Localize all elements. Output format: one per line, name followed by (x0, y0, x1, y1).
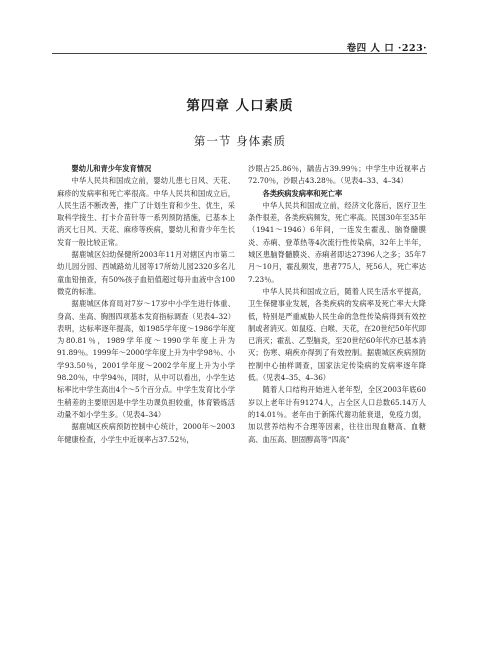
running-header: 卷四 人 口 ·223· (346, 43, 427, 54)
paragraph-continued: 沙眼占25.86％，龋齿占39.99％；中学生中近视率占72.70％，沙眼占43.28％。（见表4–33、4–34） (248, 164, 426, 186)
paragraph: 据鹿城区疾病预防控制中心统计，2000年～2003年健康检查，小学生中近视率占37.52％， (57, 422, 235, 444)
paragraph: 中华人民共和国成立后，随着人民生活水平提高，卫生保健事业发展，各类疾病的发病率及死亡率大大降低，特别是严重威胁人民生命的急性传染病得到有效控制或者消灭。如鼠疫、白喉、天花，在20世纪50年代即已消灭；霍乱、乙型脑炎，至20世纪60年代亦已基本消灭；伤寒、痢疾亦得到了有效控制。据鹿城区疾病预防控制中心抽样调查，国家法定传染病的发病率逐年降低。（见表4–35、4–36） (248, 286, 426, 383)
subheading-disease-rates: 各类疾病发病率和死亡率 (262, 188, 343, 198)
section-title: 第一节 身体素质 (193, 134, 287, 148)
paragraph: 据鹿城区体育局对7岁～17岁中小学生进行体重、身高、坐高、胸围四项基本发育指标调查（见表4–32）表明，达标率逐年提高，如1985学年度～1986学年度为80.81％，1989学年度～1990学年度上升为91.89％。1999年～2000学年度上升为中学98％、小学93.50％，2001学年度～2002学年度上升为小学98.20％，中学94％，同时，从中可以看出，小学生达标率比中学生高出4个～5个百分点。中学生发育比小学生稍差的主要原因是中学生功课负担较重，体育锻炼活动量不如小学生多。（见表4–34） (57, 299, 235, 419)
paragraph: 随着人口结构开始进入老年型，全区2003年底60岁以上老年计有91274人，占全区人口总数65.14万人的14.01％。老年由于新陈代谢功能衰退，免疫力弱，加以营养结构不合理等因素，往往出现血糖高、血糖高、血压高、胆固醇高等“四高” (248, 385, 426, 444)
left-column (57, 163, 235, 446)
chapter-title: 第四章 人口素质 (186, 98, 294, 114)
subheading-child-development: 婴幼儿和青少年发育情况 (71, 164, 152, 173)
paragraph: 中华人民共和国成立前，经济文化落后，医疗卫生条件很差，各类疾病频发，死亡率高。民国30年至35年（1941～1946）6年间，一连发生霍乱、脑脊髓膜炎、赤痢、登革热等4次流行性传染病，32年上半年，城区患脑脊髓膜炎、赤痢者即达27396人之多；35年7月～10月，霍乱频发，患者775人，死56人，死亡率达7.23％。 (248, 200, 426, 284)
right-column (248, 163, 426, 446)
paragraph: 中华人民共和国成立前，婴幼儿患七日风、天花、麻疹的发病率和死亡率很高。中华人民共和国成立后，人民生活不断改善，推广了计划生育和少生、优生，采取科学接生、打卡介苗针等一系列预防措施，已基本上消灭七日风、天花、麻疹等疾病，婴幼儿和青少年生长发育一般比较正常。 (57, 176, 235, 247)
page-header (52, 40, 427, 54)
paragraph: 据鹿城区妇幼保健所2003年11月对辖区内市第二幼儿园分园、西城路幼儿园等17所幼儿园2320多名儿童血铅抽查，有50%孩子血铅值超过每升血液中含100微克的标准。 (57, 250, 235, 296)
header-divider (52, 53, 427, 54)
